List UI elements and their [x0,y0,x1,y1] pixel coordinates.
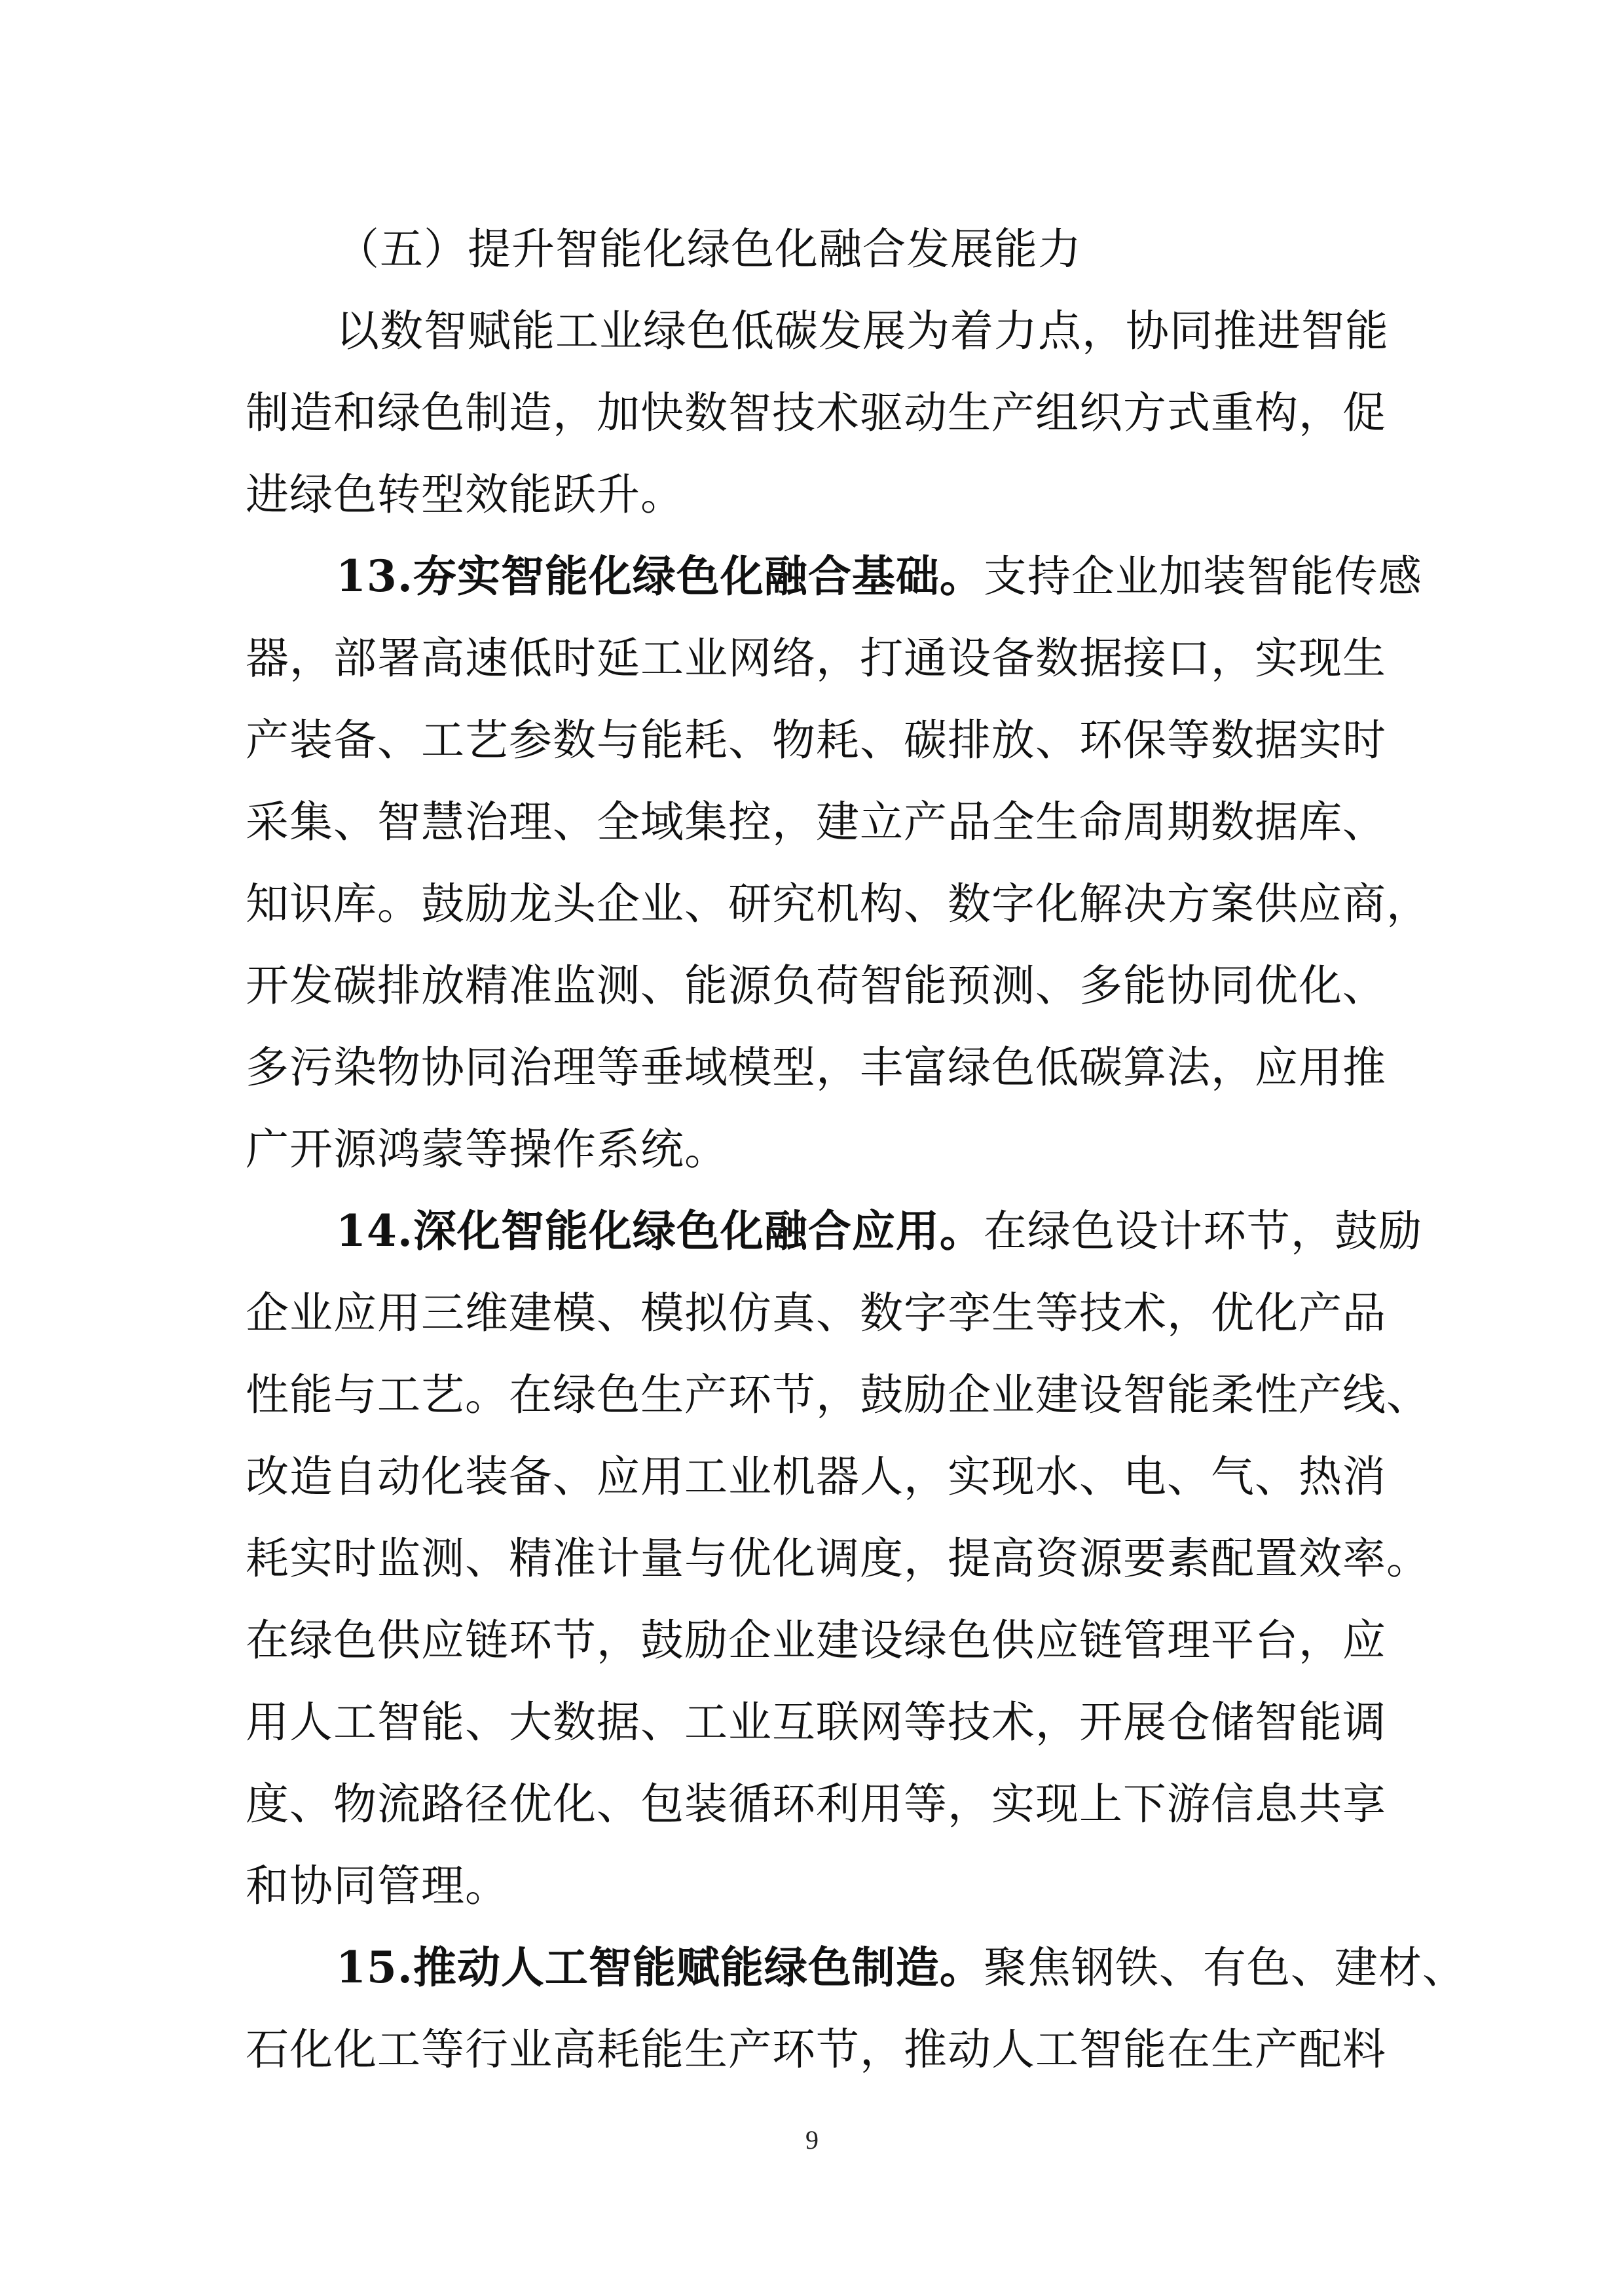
paragraph-line: 企业应用三维建模、模拟仿真、数字孪生等技术，优化产品 [246,1288,1386,1338]
paragraph-line: 开发碳排放精准监测、能源负荷智能预测、多能协同优化、 [246,960,1386,1011]
paragraph-line: 改造自动化装备、应用工业机器人，实现水、电、气、热消 [246,1451,1386,1502]
section-heading: （五）提升智能化绿色化融合发展能力 [336,224,1082,274]
paragraph-line: 度、物流路径优化、包装循环利用等，实现上下游信息共享 [246,1779,1386,1829]
item-15-paragraph [246,1927,1466,2090]
paragraph-line: 用人工智能、大数据、工业互联网等技术，开展仓储智能调 [246,1697,1386,1747]
intro-paragraph [246,290,1389,536]
item-13-paragraph [246,536,1430,1190]
paragraph-line: 制造和绿色制造，加快数智技术驱动生产组织方式重构，促 [246,388,1386,438]
item-14-paragraph [246,1190,1430,1927]
paragraph-line: 和协同管理。 [246,1861,509,1911]
paragraph-line: 以数智赋能工业绿色低碳发展为着力点，协同推进智能 [336,306,1389,356]
paragraph-text: 聚焦钢铁、有色、建材、 [983,1942,1466,1993]
document-body [246,208,1466,2090]
item-15-heading: 15.推动人工智能赋能绿色制造。 [336,1942,984,1993]
paragraph-text: 在绿色设计环节，鼓励 [983,1206,1422,1256]
paragraph-line: 性能与工艺。在绿色生产环节，鼓励企业建设智能柔性产线、 [246,1370,1430,1420]
item-13-heading: 13.夯实智能化绿色化融合基础。 [336,551,984,602]
paragraph-text: 支持企业加装智能传感 [983,551,1422,602]
page-number: 9 [805,2125,819,2155]
paragraph-line: 采集、智慧治理、全域集控，建立产品全生命周期数据库、 [246,797,1386,847]
paragraph-line: 在绿色供应链环节，鼓励企业建设绿色供应链管理平台，应 [246,1615,1386,1666]
paragraph-line [246,1927,1466,2009]
item-14-heading: 14.深化智能化绿色化融合应用。 [336,1205,984,1256]
paragraph-line: 石化化工等行业高耗能生产环节，推动人工智能在生产配料 [246,2024,1386,2075]
paragraph-line: 耗实时监测、精准计量与优化调度，提高资源要素配置效率。 [246,1533,1430,1584]
paragraph-line [246,536,1422,617]
paragraph-line: 进绿色转型效能跃升。 [246,469,684,520]
paragraph-line: 产装备、工艺参数与能耗、物耗、碳排放、环保等数据实时 [246,715,1386,765]
paragraph-line: 器，部署高速低时延工业网络，打通设备数据接口，实现生 [246,633,1386,683]
paragraph-line: 知识库。鼓励龙头企业、研究机构、数字化解决方案供应商， [246,879,1430,929]
paragraph-line: 广开源鸿蒙等操作系统。 [246,1124,728,1175]
paragraph-line [246,1190,1422,1272]
paragraph-line: 多污染物协同治理等垂域模型，丰富绿色低碳算法，应用推 [246,1042,1386,1093]
